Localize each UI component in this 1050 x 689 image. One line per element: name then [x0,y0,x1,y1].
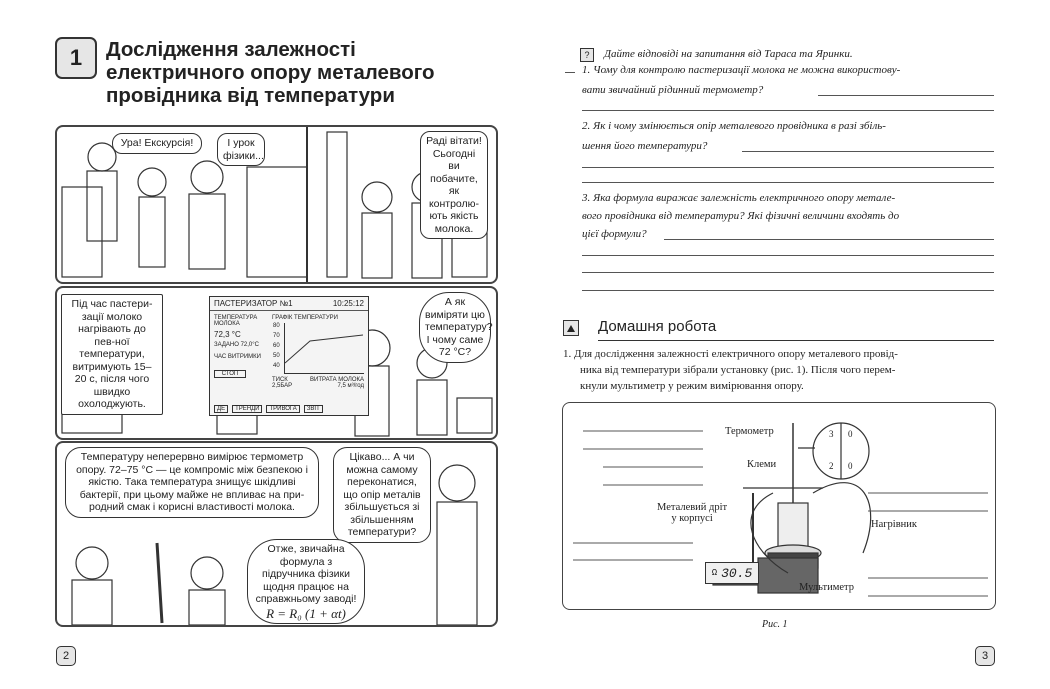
answer-line[interactable] [582,167,994,168]
pasteurizer-screen [209,296,369,416]
question-3-line-1: 3. Яка формула виражає залежність електричного опору метале- [582,192,896,204]
comic-panel-3 [55,441,498,627]
screen-left-column [214,315,270,378]
tick-label: 60 [273,343,280,349]
screen-set-label: ЗАДАНО [214,342,239,348]
title-line-2: електричного опору металевого [106,61,435,84]
screen-pressure-value: 2,5БАР [272,383,293,389]
title-line-1: Дослідження залежності [106,38,356,61]
tick-label: 40 [273,363,280,369]
screen-graph [272,315,364,389]
answer-line[interactable] [582,182,994,183]
screen-set-value: 72,0°С [240,342,259,348]
wire-label-line-1: Металевий дріт [657,502,728,513]
homework-task-1 [563,346,898,394]
tick-label: 50 [273,353,280,359]
display-unit: Ω [711,568,718,578]
experiment-setup-illustration [563,403,995,609]
task-line-2: ника від температури зібрали установку (рис. 1). Після чого перем- [580,364,896,376]
speech-bubble-5: Температуру неперервно вимірює термометр опору. 72–75 °С — це компроміс між безпекою і якістю. Така температура знищує шкідливі бактерії, при цьому майже не впливає на при-родний смак і корисні властивості молока. [65,447,319,518]
answer-line[interactable] [582,110,994,111]
question-3-line-3: цієї формули? [582,228,647,240]
tick-label: 70 [273,333,280,339]
speech-bubble-6: Цікаво... А чи можна самому переконатися, що опір металів збільшується зі збільшенням температури? [333,447,431,543]
question-1-line-1: 1. Чому для контролю пастеризації молока не можна використову- [582,64,901,76]
question-1-line-2: вати звичайний рідинний термометр? [582,84,764,96]
speech-bubble-3: Раді вітати! Сьогодні ви побачите, як контролю-ють якість молока. [420,131,488,239]
screen-tabs [214,405,323,413]
divider [565,72,575,73]
answer-line[interactable] [582,255,994,256]
screen-title: ПАСТЕРИЗАТОР №1 [214,299,293,308]
screen-tab[interactable]: ДЕ [214,405,228,413]
speech-bubble-2: І урок фізики... [217,133,265,166]
title-line-3: провідника від температури [106,84,395,107]
scale-label-bottom: 2 [829,461,834,471]
question-icon: ? [580,48,594,62]
prompt-text: Дайте відповіді на запитання від Тараса та Яринки. [604,48,853,60]
thermometer-label: Термометр [725,426,774,437]
formula: R = R₀ (1 + αt) [266,605,346,621]
clamps-label: Клеми [747,459,777,470]
heater-label: Нагрівник [871,519,918,530]
task-line-1: 1. Для дослідження залежності електричного опору металевого провід- [563,348,898,360]
screen-temp-value: 72,3 °С [214,330,241,339]
screen-tab[interactable]: ТРИВОГА [266,405,299,413]
question-3-line-2: вого провідника від температури? Які фізичні величини входять до [582,210,900,222]
figure-frame [562,402,996,610]
multimeter-display [705,562,759,584]
homework-divider [598,340,994,341]
page-title [106,38,486,107]
caption-box: Під час пастери-зації молоко нагрівають до пев-ної температури, витримують 15–20 с, після чого швидко охолоджують. [61,294,163,415]
page-number-right: 3 [975,646,995,666]
screen-graph-ticks [273,321,280,371]
screen-temp-label: ТЕМПЕРАТУРА МОЛОКА [214,315,258,327]
screen-pressure-label: ТИСК [272,377,288,383]
answer-line[interactable] [818,95,994,96]
speech-bubble-4: А як виміряти цю температуру? І чому саме 72 °С? [419,292,491,363]
multimeter-label: Мультиметр [799,582,854,593]
screen-flow-label: ВИТРАТА МОЛОКА [310,377,364,383]
screen-stop-button[interactable]: СТОП [214,370,246,378]
answer-line[interactable] [742,151,994,152]
scale-zero-top: 0 [848,429,853,439]
wire-label [657,502,727,524]
tick-label: 80 [273,323,280,329]
screen-graph-title: ГРАФІК ТЕМПЕРАТУРИ [272,315,338,321]
triangle-icon [563,320,579,336]
screen-hold-label: ЧАС ВИТРИМКИ [214,354,261,360]
comic-panel-2 [55,286,498,440]
wire-label-line-2: у корпусі [671,513,713,524]
answer-line[interactable] [664,239,994,240]
screen-flow-value: 7,5 м³/год [337,383,364,389]
display-value: 30.5 [721,565,753,581]
lesson-number: 1 [55,37,97,79]
page-number-left: 2 [56,646,76,666]
task-line-3: кнули мультиметр у режим вимірювання опору. [580,380,804,392]
bubble-7-text: Отже, звичайна формула з підручника фізики щодня працює на справжньому заводі! [255,543,357,605]
comic-panel-1 [55,125,498,284]
question-2-line-2: шення його температури? [582,140,708,152]
question-2-line-1: 2. Як і чому змінюється опір металевого провідника в разі збіль- [582,120,886,132]
screen-time: 10:25:12 [332,299,364,308]
scale-zero-bottom: 0 [848,461,853,471]
temperature-curve [285,323,363,373]
answer-line[interactable] [582,272,994,273]
speech-bubble-7 [247,539,365,624]
figure-caption: Рис. 1 [762,619,788,630]
screen-tab[interactable]: ЗВІТ [304,405,323,413]
answer-line[interactable] [582,290,994,291]
scale-label-top: 3 [829,429,834,439]
screen-tab[interactable]: ТРЕНДИ [232,405,262,413]
homework-title: Домашня робота [598,318,717,335]
speech-bubble-1: Ура! Екскурсія! [112,133,202,154]
